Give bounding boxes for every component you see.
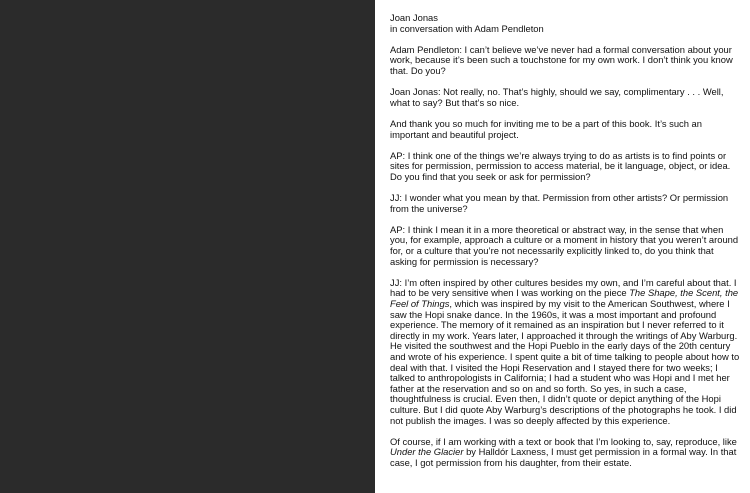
paragraph-1: Adam Pendleton: I can’t believe we’ve never had a formal conversation about your work, because it’s been such a touchstone for my own work. I don’t think you know that. Do you? <box>390 43 733 76</box>
paragraph-5: JJ: I wonder what you mean by that. Permission from other artists? Or permission from the universe? <box>390 192 729 214</box>
paragraph-7-text-b: , which was inspired by my visit to the American Southwest, where I saw the Hopi snake dance. In the 1960s, it was a most important and profound experience. The memory of it remained as an inspiration but I never referred to it directly in my work. Years later, I approached it through the writings of Aby Warburg. He visited the southwest and the Hopi Pueblo in the early days of the 20th century and wrote of his experience. I spent quite a bit of time talking to people about how to deal with that. I visited the Hopi Reservation and I stayed there for two weeks; I talked to anthropologists in California; I had a student who was Hopi and I met her father at the reservation and so on and so forth. So yes, in such a case, thoughtfulness is crucial. Even then, I didn’t quote or depict anything of the Hopi culture. But I did quote Aby Warburg’s descriptions of the photographs he took. I did not publish the images. I was so deeply affected by this experience. <box>390 298 740 426</box>
paragraph-8-text-a: Of course, if I am working with a text or book that I’m looking to, say, reproduce, like <box>390 435 737 447</box>
paragraph-8 <box>390 437 742 469</box>
paragraph-2: Joan Jonas: Not really, no. That’s highly, should we say, complimentary . . . Well, what to say? But that’s so nice. <box>390 86 724 108</box>
interview-subtitle: in conversation with Adam Pendleton <box>390 22 544 34</box>
author-name: Joan Jonas <box>390 12 438 23</box>
work-title-shape-scent: The Shape, the Scent, the Feel of Things <box>390 287 739 310</box>
text-page <box>375 0 750 493</box>
paragraph-7 <box>390 278 742 426</box>
paragraph-8-text-b: by Halldór Laxness, I must get permission in a formal way. In that case, I got permission from his daughter, from their estate. <box>390 446 737 468</box>
paragraph-6: AP: I think I mean it in a more theoretical or abstract way, in the sense that when you, for example, approach a culture or a moment in history that you weren’t around for, or a culture that you’re not necessarily explicitly linked to, do you think that asking for permission is necessary? <box>390 223 739 267</box>
paragraph-4: AP: I think one of the things we’re always trying to do as artists is to find points or sites for permission, permission to access material, be it language, object, or idea. Do you find that you seek or ask for permission? <box>390 149 731 182</box>
interview-text <box>390 13 742 479</box>
paragraph-3: And thank you so much for inviting me to be a part of this book. It’s such an important and beautiful project. <box>390 117 702 140</box>
paragraph-7-text-a: JJ: I’m often inspired by other cultures besides my own, and I’m careful about that. I had to be very sensitive when I was working on the piece <box>390 276 737 299</box>
book-title-under-the-glacier: Under the Glacier <box>390 446 464 458</box>
